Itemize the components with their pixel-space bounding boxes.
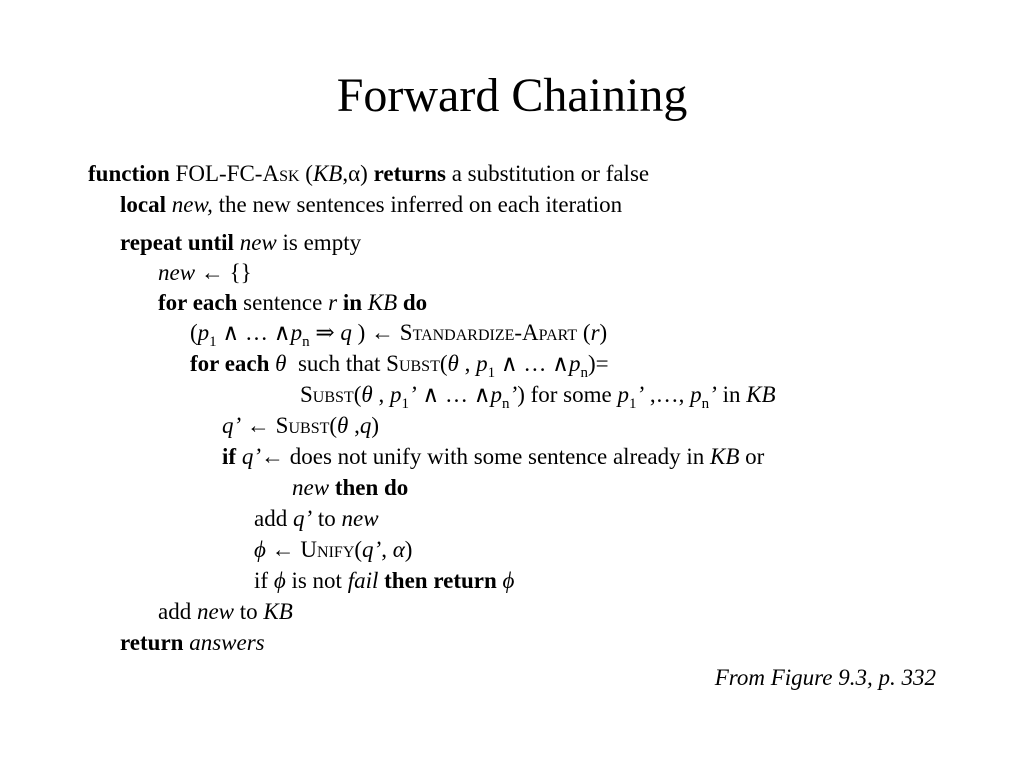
code-token: if — [222, 444, 237, 469]
code-token: ⇒ — [309, 320, 341, 345]
line-new-empty — [158, 258, 252, 288]
code-token: ubst — [288, 413, 330, 438]
line-standardize — [190, 318, 607, 351]
code-token: fail — [347, 568, 379, 593]
line-if-fail — [254, 566, 514, 596]
code-token: KB — [263, 599, 293, 624]
line-if-unify — [222, 442, 764, 472]
line-local — [120, 190, 622, 220]
code-token: in — [716, 382, 747, 407]
line-q-prime — [222, 411, 379, 441]
code-token: repeat until — [120, 230, 234, 255]
code-token: q — [359, 413, 372, 438]
code-token: new, — [171, 192, 213, 217]
code-token: do — [402, 290, 428, 315]
code-token: ( — [353, 382, 362, 407]
code-token: ϕ — [254, 537, 266, 562]
code-token: ubst — [312, 382, 354, 407]
code-token: n — [701, 396, 710, 412]
code-token: new — [341, 506, 379, 531]
code-token: in — [342, 290, 362, 315]
code-token: ,…, — [644, 382, 691, 407]
code-token: to — [312, 506, 342, 531]
line-subst-some — [300, 380, 776, 413]
code-token: ’ — [408, 382, 417, 407]
code-token: p — [476, 351, 488, 376]
code-token: tandardize — [412, 320, 515, 345]
code-token: new — [292, 475, 330, 500]
line-phi-unify — [254, 535, 412, 565]
code-token: q’ — [362, 537, 382, 562]
code-token: ’ — [636, 382, 645, 407]
code-token: or — [739, 444, 765, 469]
code-token: if — [254, 568, 274, 593]
code-token: p — [569, 351, 581, 376]
code-token: 1 — [401, 396, 409, 412]
code-token: r — [590, 320, 600, 345]
code-token: ’ — [709, 382, 717, 407]
code-token: KB — [367, 290, 398, 315]
code-token: 1 — [209, 334, 217, 350]
line-then-do — [292, 473, 408, 503]
code-token: local — [120, 192, 166, 217]
code-token: q’ — [222, 413, 242, 438]
code-token: p — [197, 320, 210, 345]
code-token: p — [690, 382, 702, 407]
code-token: 1 — [628, 396, 637, 412]
code-token: then return — [384, 568, 497, 593]
code-token: ∧ … ∧ — [216, 320, 291, 345]
code-token: ) for some — [517, 382, 618, 407]
code-token: new — [158, 260, 196, 285]
code-token: ( — [329, 413, 338, 438]
code-token: ( — [577, 320, 591, 345]
code-token: such that S — [286, 351, 399, 376]
code-token: θ — [275, 351, 287, 376]
code-token: for each — [190, 351, 270, 376]
code-token: then do — [334, 475, 409, 500]
code-token: function — [88, 161, 170, 186]
code-token: ,α) — [342, 161, 374, 186]
code-token: , — [458, 351, 477, 376]
code-token: ← S — [241, 413, 289, 438]
code-token: KB — [710, 444, 740, 469]
line-for-each-sentence — [158, 288, 427, 318]
code-token: ( — [439, 351, 448, 376]
code-token: q’ — [241, 444, 261, 469]
code-token: Ask — [262, 161, 300, 186]
code-token: FOL-FC- — [169, 161, 263, 186]
code-token: new — [239, 230, 277, 255]
line-add-new — [158, 597, 293, 627]
code-token: nify — [317, 537, 355, 562]
code-token: α — [392, 537, 405, 562]
code-token: p — [290, 320, 303, 345]
line-return — [120, 628, 265, 658]
code-token: ∧ … ∧ — [495, 351, 569, 376]
code-token: is not — [285, 568, 348, 593]
code-token: p — [617, 382, 629, 407]
line-function — [88, 159, 649, 189]
code-token: KB — [312, 161, 343, 186]
code-token: ) — [404, 537, 413, 562]
code-token: ’ — [509, 382, 518, 407]
code-token: n — [502, 396, 510, 412]
code-token: , — [348, 413, 360, 438]
code-token: sentence — [237, 290, 329, 315]
code-token: part — [538, 320, 578, 345]
code-token: q — [340, 320, 352, 345]
code-token: )= — [588, 351, 609, 376]
code-token: ( — [190, 320, 198, 345]
code-token: p — [490, 382, 503, 407]
code-token: , — [372, 382, 390, 407]
code-token: q’ — [292, 506, 313, 531]
line-for-each-theta — [190, 349, 609, 382]
code-token: new — [196, 599, 235, 624]
code-token: n — [580, 365, 588, 381]
code-token: n — [302, 334, 310, 350]
code-token: ← does not unify with some sentence already in — [260, 444, 711, 469]
code-token: -A — [514, 320, 539, 345]
line-repeat — [120, 228, 361, 258]
code-token: ← U — [265, 537, 318, 562]
code-token: is empty — [276, 230, 362, 255]
code-token: ∧ … ∧ — [416, 382, 491, 407]
code-token: for each — [158, 290, 238, 315]
slide-title: Forward Chaining — [336, 69, 688, 122]
code-token: ( — [354, 537, 363, 562]
code-token: to — [234, 599, 264, 624]
code-token: ( — [299, 161, 313, 186]
code-token: ubst — [398, 351, 440, 376]
code-token: return — [120, 630, 184, 655]
figure-citation: From Figure 9.3, p. 332 — [714, 665, 936, 690]
code-token: answers — [189, 630, 265, 655]
code-token: add — [158, 599, 197, 624]
code-token: ) — [371, 413, 380, 438]
code-token: ϕ — [273, 568, 286, 593]
code-token: θ — [447, 351, 459, 376]
code-token: r — [328, 290, 338, 315]
code-token: p — [389, 382, 402, 407]
code-token: ) — [599, 320, 608, 345]
code-token: ← {} — [195, 260, 252, 285]
code-token: add — [254, 506, 293, 531]
code-token: S — [300, 382, 313, 407]
line-add-q — [254, 504, 379, 534]
code-token: θ — [337, 413, 349, 438]
code-token: ϕ — [502, 568, 515, 593]
code-token: θ — [361, 382, 373, 407]
code-token: the new sentences inferred on each iteration — [212, 192, 623, 217]
code-token: , — [381, 537, 393, 562]
code-token: KB — [746, 382, 776, 407]
code-token: returns — [373, 161, 446, 186]
code-token: 1 — [487, 365, 496, 381]
code-token: ) ← S — [351, 320, 413, 345]
code-token: a substitution or false — [445, 161, 650, 186]
